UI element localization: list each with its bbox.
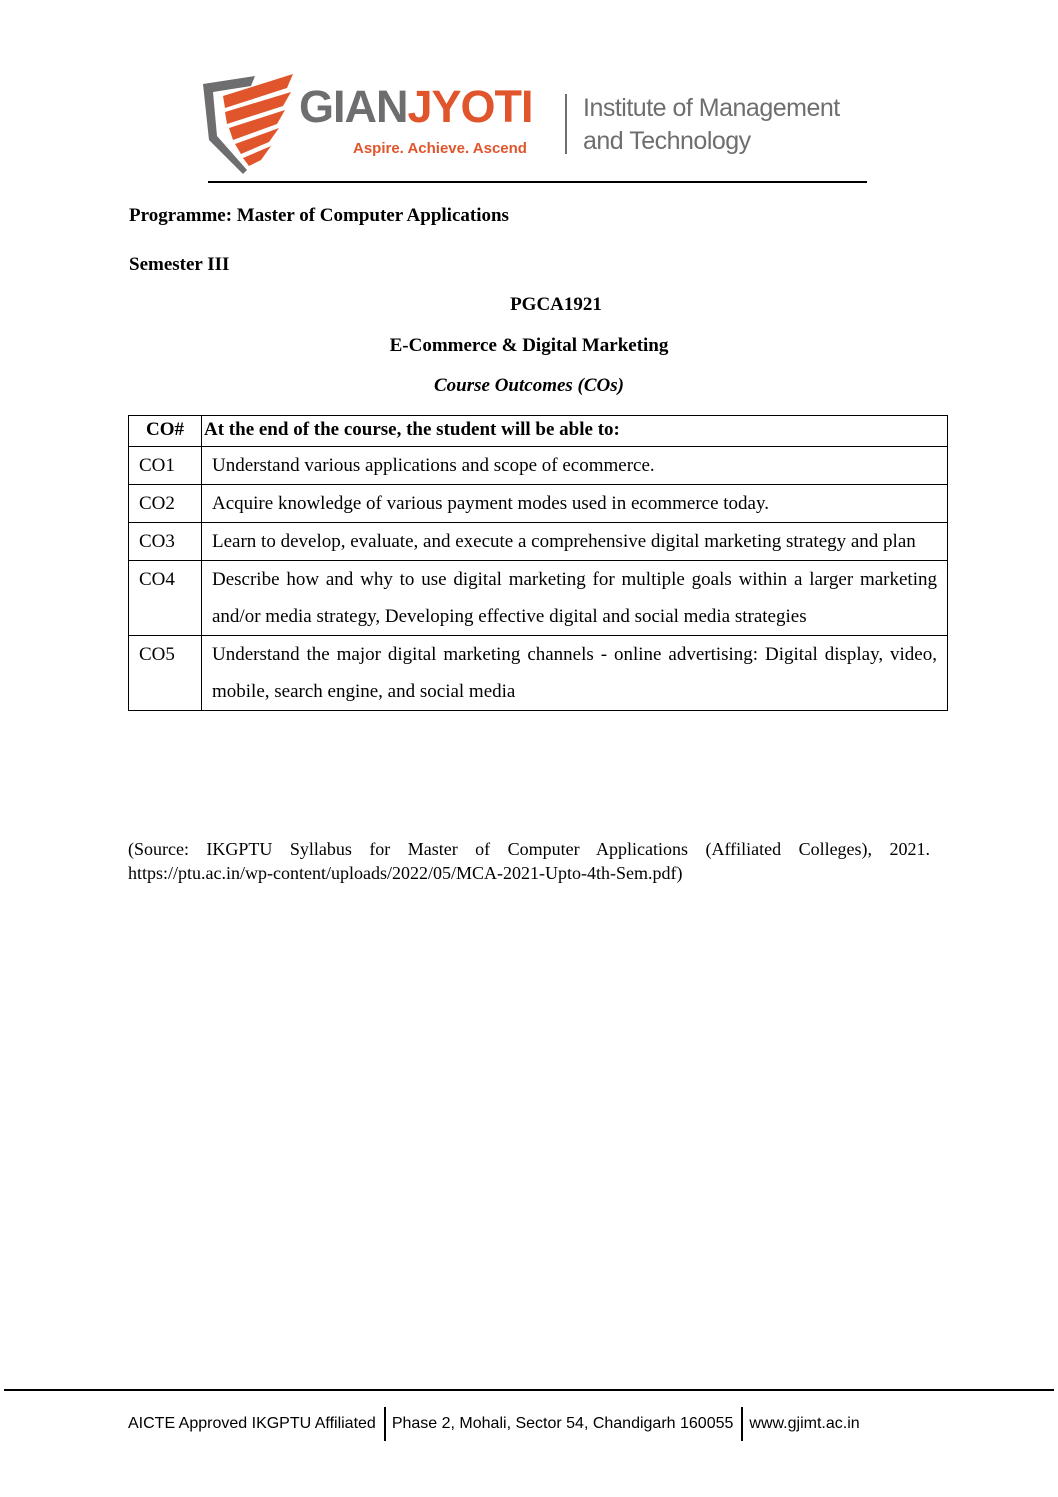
footer-rule — [4, 1389, 1054, 1391]
co-number-header: CO# — [129, 416, 202, 447]
footer-divider — [384, 1407, 386, 1441]
footer-website: www.gjimt.ac.in — [749, 1415, 860, 1432]
institute-name: Institute of Management and Technology — [583, 94, 840, 155]
footer-address: Phase 2, Mohali, Sector 54, Chandigarh 160055 — [391, 1415, 734, 1432]
table-row — [129, 636, 948, 711]
table-row — [129, 447, 948, 485]
course-title: E-Commerce & Digital Marketing — [389, 335, 669, 356]
semester-title: Semester III — [129, 254, 230, 275]
header-rule — [208, 181, 867, 183]
programme-title: Programme: Master of Computer Applications — [129, 205, 509, 226]
co-text: Acquire knowledge of various payment modes used in ecommerce today. — [202, 485, 948, 523]
co-id: CO3 — [129, 523, 202, 561]
outcomes-heading: Course Outcomes (COs) — [433, 375, 624, 396]
footer — [128, 1407, 860, 1441]
source-citation: (Source: IKGPTU Syllabus for Master of Computer Applications (Affiliated Colleges), 2021. https://ptu.ac.in/wp-content/uploads/2022/05/MCA-2021-Upto-4th-Sem.pdf) — [128, 839, 930, 883]
co-text: Understand the major digital marketing channels - online advertising: Digital display, video, mobile, search engine, and social media — [202, 636, 948, 711]
table-header-row — [129, 416, 948, 447]
co-id: CO2 — [129, 485, 202, 523]
footer-affiliation: AICTE Approved IKGPTU Affiliated — [128, 1415, 376, 1432]
brand-tagline: Aspire. Achieve. Ascend — [353, 140, 527, 157]
letterhead — [195, 64, 875, 184]
course-code: PGCA1921 — [510, 294, 602, 315]
co-text: Describe how and why to use digital marketing for multiple goals within a larger marketing and/or media strategy, Developing effective digital and social media strategies — [202, 561, 948, 636]
table-row — [129, 523, 948, 561]
co-id: CO5 — [129, 636, 202, 711]
co-id: CO4 — [129, 561, 202, 636]
brand-name: GIANJYOTI — [299, 81, 533, 132]
footer-divider — [741, 1407, 743, 1441]
co-text: Learn to develop, evaluate, and execute a comprehensive digital marketing strategy and plan — [202, 523, 948, 561]
header-divider — [565, 94, 567, 154]
table-row — [129, 485, 948, 523]
shield-wings-logo-icon — [195, 66, 299, 178]
table-row — [129, 561, 948, 636]
course-outcomes-table — [128, 415, 948, 711]
co-id: CO1 — [129, 447, 202, 485]
co-description-header: At the end of the course, the student will be able to: — [202, 416, 948, 447]
co-text: Understand various applications and scope of ecommerce. — [202, 447, 948, 485]
